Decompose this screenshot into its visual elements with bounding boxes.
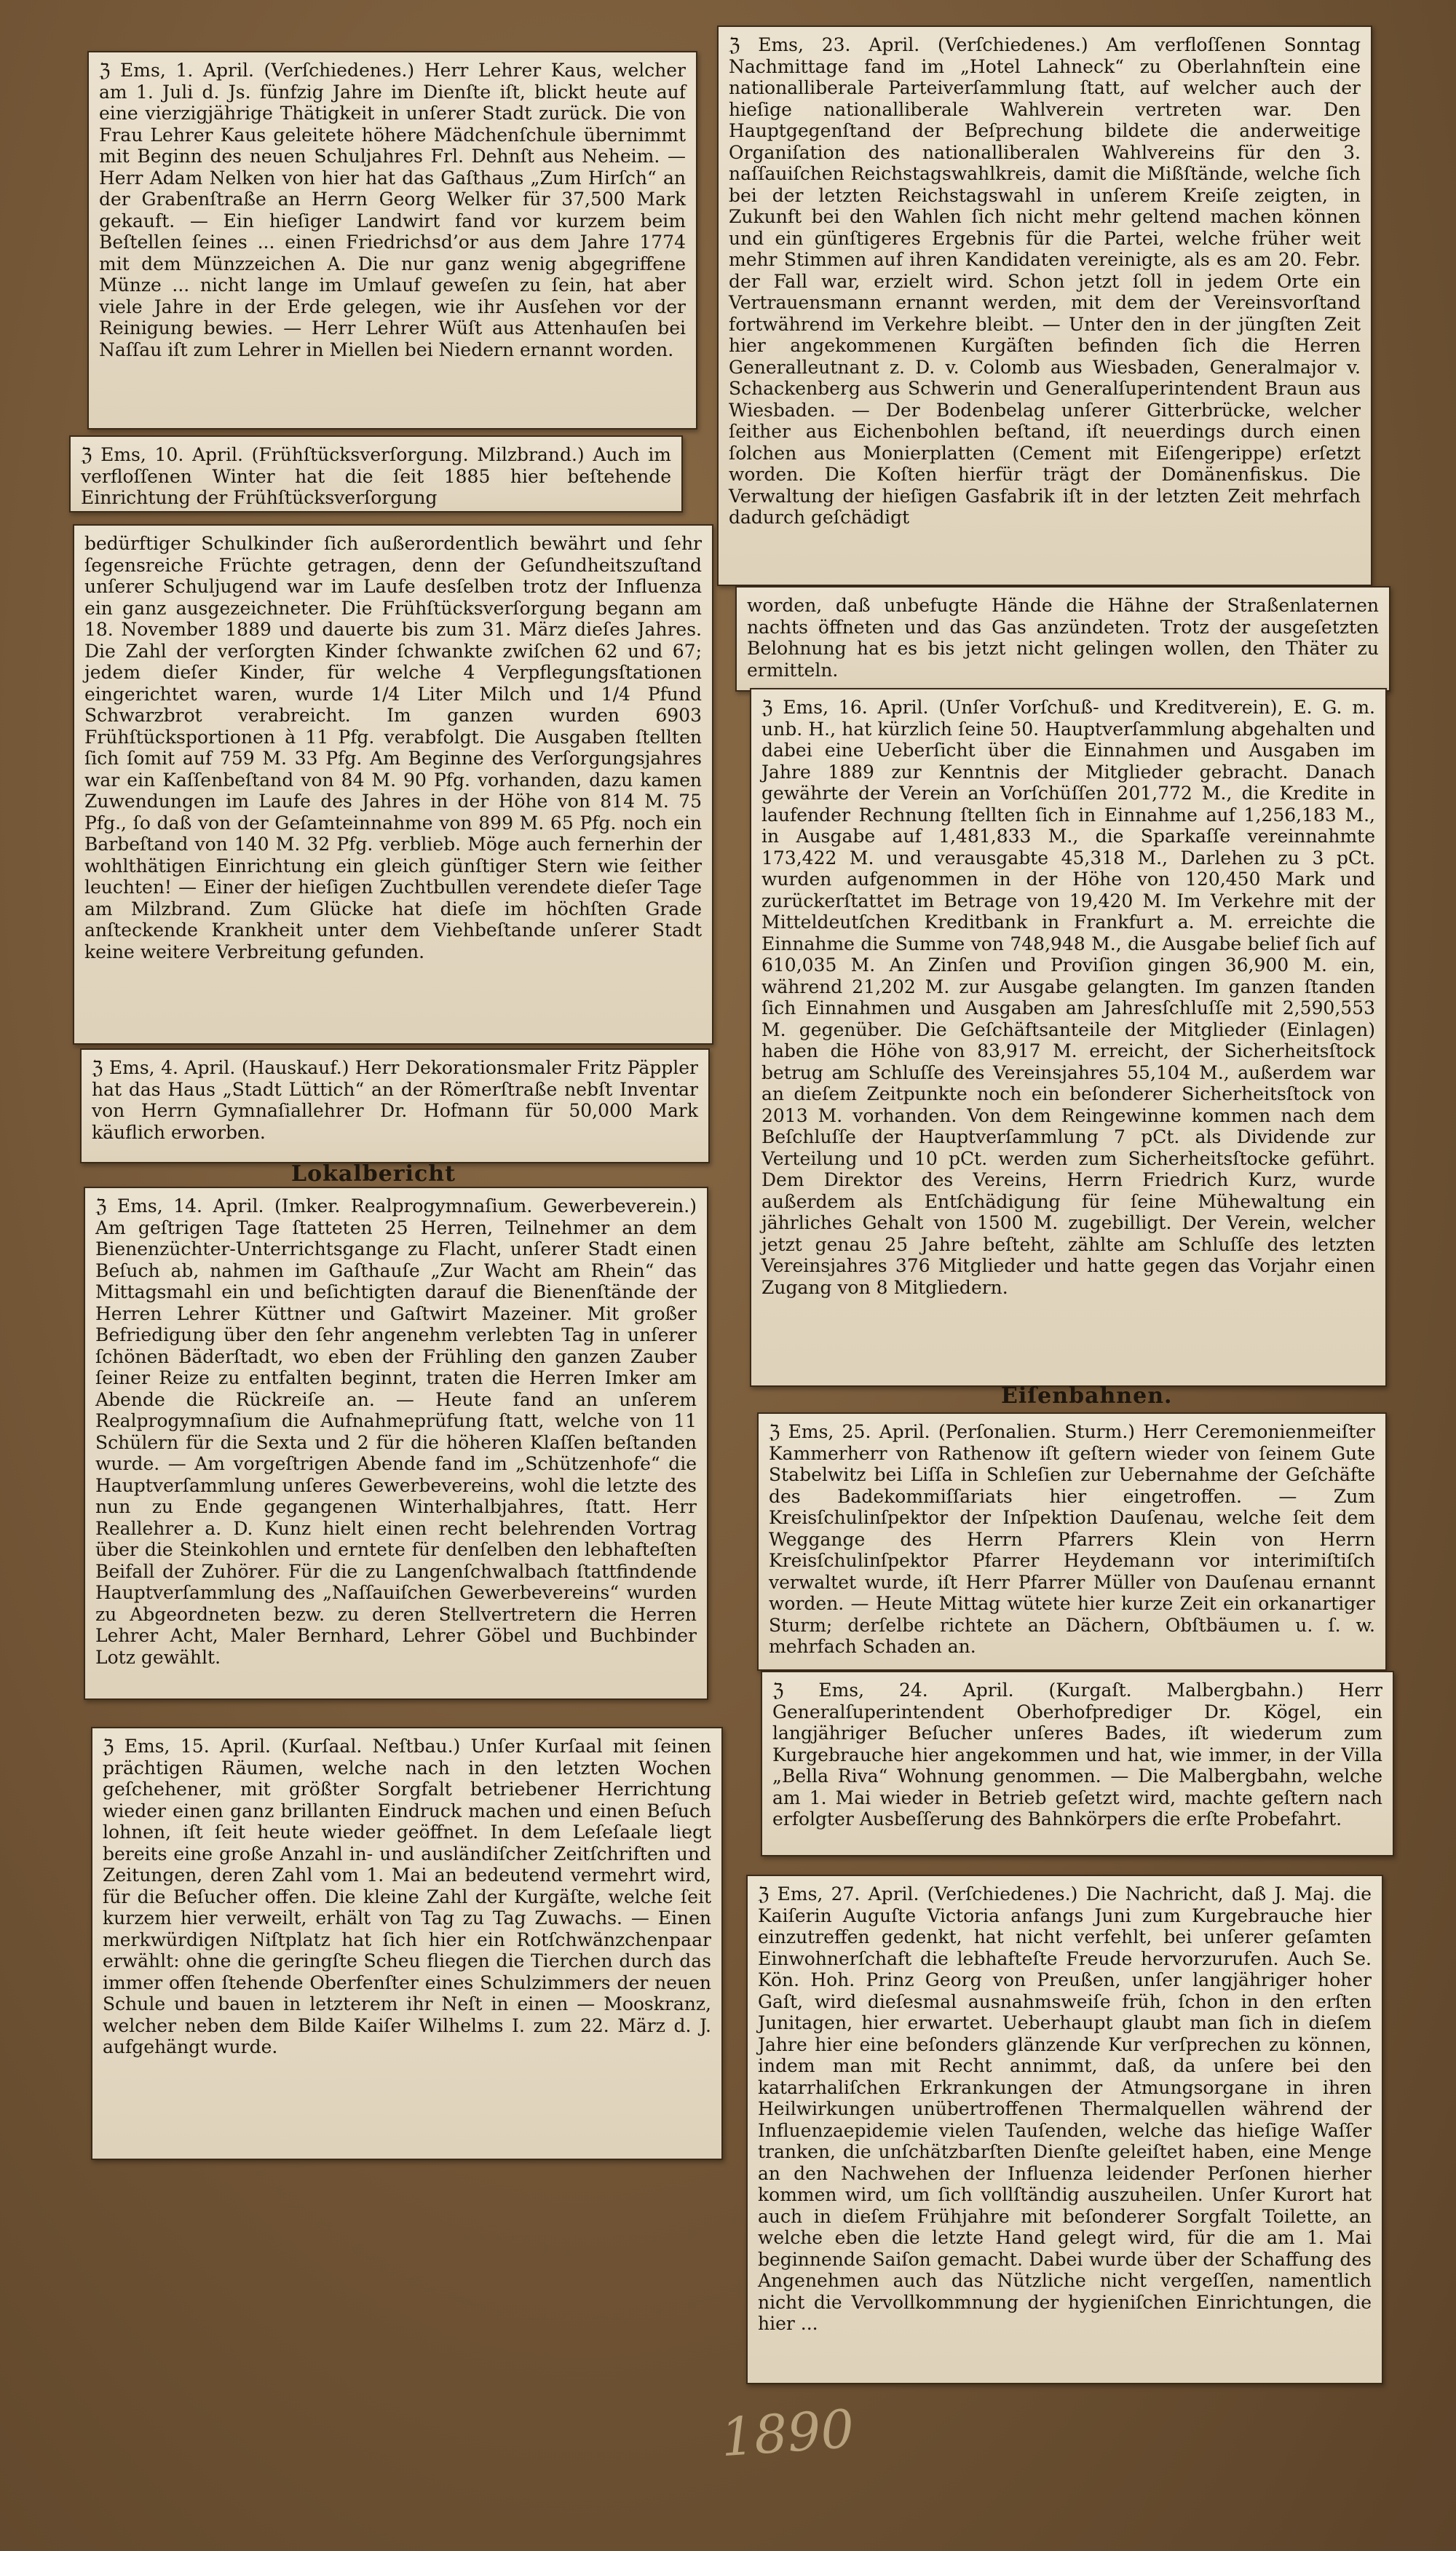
clipping-2 xyxy=(69,435,683,513)
clipping-6 xyxy=(91,1727,723,2160)
clipping-11 xyxy=(761,1671,1394,1856)
clipping-text: ℨ Ems, 16. April. (Unſer Vorſchuß- und Kreditverein), E. G. m. unb. H., hat kürzlich ſeine 50. Hauptverſammlung abgehalten und dabei eine Ueberſicht über die Einnahmen und Ausgaben im Jahre 1889 zur Kenntnis der Mitglieder gebracht. Danach gewährte der Verein an Vorſchüſſen 201,772 M., die Kredite in laufender Rechnung ſtellten ſich in Einnahme auf 1,256,183 M., in Ausgabe auf 1,481,833 M., die Sparkaſſe vereinnahmte 173,422 M. und verausgabte 45,318 M., Darlehen zu 3 pCt. wurden aufgenommen in der Höhe von 120,450 Mark und zurückerſtattet im Betrage von 19,420 M. Im Verkehre mit der Mitteldeutſchen Kreditbank in Frankfurt a. M. erreichte die Einnahme die Summe von 748,948 M., die Ausgabe belief ſich auf 610,035 M. An Zinſen und Proviſion gingen 36,900 M. ein, während 21,202 M. zur Ausgabe gelangten. Im ganzen ſtanden ſich Einnahmen und Ausgaben am Jahresſchluſſe mit 2,590,553 M. gegenüber. Die Geſchäftsanteile der Mitglieder (Einlagen) haben die Höhe von 83,917 M. erreicht, der Sicherheitsſtock betrug am Schluſſe des Vereinsjahres 55,104 M., außerdem war an dieſem Zeitpunkte noch ein beſonderer Sicherheitsſtock von 2013 M. vorhanden. Von dem Reingewinne kommen nach dem Beſchluſſe der Hauptverſammlung 7 pCt. als Dividende zur Verteilung und 10 pCt. werden zum Sicherheitsſtocke geführt. Dem Direktor des Vereins, Herrn Friedrich Kurz, wurde außerdem als Entſchädigung für ſeine Mühewaltung ein jährliches Gehalt von 1500 M. zugebilligt. Der Verein, welcher jetzt genau 25 Jahre beſteht, zählte am Schluſſe des letzten Vereinsjahres 376 Mitglieder und hatte gegen das Vorjahr einen Zugang von 8 Mitgliedern. xyxy=(761,697,1375,1298)
clipping-text: ℨ Ems, 15. April. (Kurſaal. Neſtbau.) Unſer Kurſaal mit ſeinen prächtigen Räumen, welche nach in den letzten Wochen geſchehener, mit größter Sorgfalt betriebener Herrichtung wieder einen ganz brillanten Eindruck machen und einen Beſuch lohnen, iſt ſeit heute wieder geöffnet. In dem Leſeſaale liegt bereits eine große Anzahl in- und ausländiſcher Zeitſchriften und Zeitungen, deren Zahl vom 1. Mai an bedeutend vermehrt wird, für die Beſucher offen. Die kleine Zahl der Kurgäſte, welche ſeit kurzem hier verweilt, erhält von Tag zu Tag Zuwachs. — Einen merkwürdigen Niſtplatz hat ſich hier ein Rotſchwänzchenpaar erwählt: ohne die geringſte Scheu fliegen die Tierchen durch das immer offen ſtehende Oberfenſter eines Schulzimmers der neuen Schule und bauen in letzterem ihr Neſt in einen — Mooskranz, welcher neben dem Bilde Kaiſer Wilhelms I. zum 22. März d. J. aufgehängt wurde. xyxy=(103,1736,711,2057)
clipping-8 xyxy=(735,586,1390,692)
clipping-text: ℨ Ems, 4. April. (Hauskauf.) Herr Dekorationsmaler Fritz Päppler hat das Haus „Stadt Lüttich“ an der Römerſtraße nebſt Inventar von Herrn Gymnaſiallehrer Dr. Hofmann für 50,000 Mark käuflich erworben. xyxy=(92,1057,698,1143)
clipping-12 xyxy=(746,1875,1383,2384)
section-header-eisenbahnen: Eiſenbahnen. xyxy=(1001,1383,1173,1409)
clipping-1 xyxy=(87,51,697,430)
clipping-7 xyxy=(717,25,1372,586)
clipping-5 xyxy=(84,1187,708,1700)
clipping-text: ℨ Ems, 23. April. (Verſchiedenes.) Am verfloſſenen Sonntag Nachmittage fand im „Hotel Lahneck“ zu Oberlahnſtein eine nationalliberale Parteiverſammlung ſtatt, auf welcher auch der hieſige nationalliberale Wahlverein vertreten war. Den Hauptgegenſtand der Beſprechung bildete die anderweitige Organiſation des nationalliberalen Wahlvereins für den 3. naſſauiſchen Reichstagswahlkreis, damit die Mißſtände, welche ſich bei der letzten Reichstagswahl in unſerem Kreiſe zeigten, in Zukunft bei den Wahlen ſich nicht mehr geltend machen können und ein günſtigeres Ergebnis für die Partei, welche früher weit mehr Stimmen auf ihren Kandidaten vereinigte, als es am 20. Febr. der Fall war, erzielt wird. Schon jetzt ſoll in jedem Orte ein Vertrauensmann ernannt werden, mit dem der Vereinsvorſtand fortwährend im Verkehre bleibt. — Unter den in der jüngſten Zeit hier angekommenen Kurgäſten befinden ſich die Herren Generalleutnant z. D. v. Colomb aus Wiesbaden, Generalmajor v. Schackenberg aus Schwerin und Generalſuperintendent Braun aus Wiesbaden. — Der Bodenbelag unſerer Gitterbrücke, welcher ſeither aus Eichenbohlen beſtand, iſt neuerdings durch einen ſolchen aus Monierplatten (Cement mit Eiſengerippe) erſetzt worden. Die Koſten hierfür trägt der Domänenfiskus. Die Verwaltung der hieſigen Gasfabrik iſt in der letzten Zeit mehrfach dadurch geſchädigt xyxy=(729,34,1361,528)
clipping-10 xyxy=(757,1412,1387,1671)
clipping-text: ℨ Ems, 1. April. (Verſchiedenes.) Herr Lehrer Kaus, welcher am 1. Juli d. Js. fünfzig Jahre im Dienſte iſt, blickt heute auf eine vierzigjährige Thätigkeit in unſerer Stadt zurück. Die von Frau Lehrer Kaus geleitete höhere Mädchenſchule übernimmt mit Beginn des neuen Schuljahres Frl. Dehnſt aus Neheim. — Herr Adam Nelken von hier hat das Gaſthaus „Zum Hirſch“ an der Grabenſtraße an Herrn Georg Welker für 37,500 Mark gekauft. — Ein hieſiger Landwirt fand vor kurzem beim Beſtellen ſeines ... einen Friedrichsd’or aus dem Jahre 1774 mit dem Münzzeichen A. Die nur ganz wenig abgegriffene Münze ... nicht lange im Umlauf geweſen zu ſein, hat aber viele Jahre in der Erde gelegen, wie ihr Ausſehen vor der Reinigung bewies. — Herr Lehrer Wüſt aus Attenhauſen bei Naſſau iſt zum Lehrer in Miellen bei Niedern ernannt worden. xyxy=(99,60,686,360)
clipping-text: ℨ Ems, 27. April. (Verſchiedenes.) Die Nachricht, daß J. Maj. die Kaiſerin Auguſte Victoria anfangs Juni zum Kurgebrauche hier einzutreffen gedenkt, hat nicht verfehlt, bei unſerer geſamten Einwohnerſchaft die lebhafteſte Freude hervorzurufen. Auch Se. Kön. Hoh. Prinz Georg von Preußen, unſer langjähriger hoher Gaſt, wird dieſesmal ausnahmsweiſe früh, ſchon in den erſten Junitagen, hier erwartet. Ueberhaupt glaubt man ſich in dieſem Jahre hier eine beſonders glänzende Kur verſprechen zu können, indem man mit Recht annimmt, daß, da unſere bei den katarrhaliſchen Erkrankungen der Atmungsorgane in ihren Heilwirkungen unübertroffenen Thermalquellen während der Influenzaepidemie vielen Tauſenden, welche das hieſige Waſſer tranken, die unſchätzbarſten Dienſte geleiſtet haben, eine Menge an den Nachwehen der Influenza leidender Perſonen hierher kommen wird, um ſich vollſtändig auszuheilen. Unſer Kurort hat auch in dieſem Frühjahre mit beſonderer Sorgfalt Toilette, an welche eben die letzte Hand gelegt wird, für die am 1. Mai beginnende Saiſon gemacht. Dabei wurde über der Schaffung des Angenehmen auch das Nützliche nicht vergeſſen, namentlich nicht die Vervollkommnung der hygieniſchen Einrichtungen, die hier ... xyxy=(758,1883,1372,2334)
clipping-text: ℨ Ems, 25. April. (Perſonalien. Sturm.) Herr Ceremonienmeiſter Kammerherr von Rathenow iſt geſtern wieder von ſeinem Gute Stabelwitz bei Liſſa in Schleſien zur Uebernahme der Geſchäfte des Badekommiſſariats hier eingetroffen. — Zum Kreisſchulinſpektor der Inſpektion Dauſenau, welche ſeit dem Weggange des Herrn Pfarrers Klein von Herrn Kreisſchulinſpektor Pfarrer Heydemann vor interimiſtiſch verwaltet wurde, iſt Herr Pfarrer Müller von Dauſenau ernannt worden. — Heute Mittag wütete hier kurze Zeit ein orkanartiger Sturm; derſelbe richtete an Dächern, Obſtbäumen u. ſ. w. mehrfach Schaden an. xyxy=(769,1421,1375,1657)
clipping-text: ℨ Ems, 24. April. (Kurgaſt. Malbergbahn.) Herr Generalſuperintendent Oberhofprediger Dr. Kögel, ein langjähriger Beſucher unſeres Bades, iſt wiederum zum Kurgebrauche hier angekommen und hat, wie immer, in der Villa „Bella Riva“ Wohnung genommen. — Die Malbergbahn, welche am 1. Mai wieder in Betrieb geſetzt wird, machte geſtern nach erfolgter Ausbeſſerung des Bahnkörpers die erſte Probefahrt. xyxy=(772,1680,1382,1830)
clipping-text: ℨ Ems, 10. April. (Frühſtücksverſorgung. Milzbrand.) Auch im verfloſſenen Winter hat die ſeit 1885 hier beſtehende Einrichtung der Frühſtücksverſorgung xyxy=(81,444,671,508)
clipping-text: bedürftiger Schulkinder ſich außerordentlich bewährt und ſehr ſegensreiche Früchte getragen, denn der Geſundheitszuſtand unſerer Schuljugend war im Laufe desſelben trotz der Influenza ein ganz ausgezeichneter. Die Frühſtücksverſorgung begann am 18. November 1889 und dauerte bis zum 31. März dieſes Jahres. Die Zahl der verſorgten Kinder ſchwankte zwiſchen 62 und 67; jedem dieſer Kinder, für welche 4 Verpflegungsſtationen eingerichtet waren, wurde 1/4 Liter Milch und 1/4 Pfund Schwarzbrot verabreicht. Im ganzen wurden 6903 Frühſtücksportionen à 11 Pfg. verabfolgt. Die Ausgaben ſtellten ſich ſomit auf 759 M. 33 Pfg. Am Beginne des Verſorgungsjahres war ein Kaſſenbeſtand von 84 M. 90 Pfg. vorhanden, dazu kamen Zuwendungen im Laufe des Jahres in der Höhe von 814 M. 75 Pfg., ſo daß von der Geſamteinnahme von 899 M. 65 Pfg. noch ein Barbeſtand von 140 M. 32 Pfg. verblieb. Möge auch fernerhin der wohlthätigen Einrichtung ein gleich günſtiger Stern wie ſeither leuchten! — Einer der hieſigen Zuchtbullen verendete dieſer Tage am Milzbrand. Zum Glücke hat dieſe im höchſten Grade anſteckende Krankheit unter dem Viehbeſtande unſerer Stadt keine weitere Verbreitung gefunden. xyxy=(84,533,702,962)
handwritten-year-note: 1890 xyxy=(719,2397,856,2469)
clipping-4 xyxy=(80,1048,710,1163)
clipping-text: worden, daß unbefugte Hände die Hähne der Straßenlaternen nachts öffneten und das Gas anzündeten. Trotz der ausgeſetzten Belohnung hat es bis jetzt nicht gelingen wollen, den Thäter zu ermitteln. xyxy=(747,595,1379,681)
clipping-3 xyxy=(73,524,713,1045)
clipping-text: ℨ Ems, 14. April. (Imker. Realprogymnaſium. Gewerbeverein.) Am geſtrigen Tage ſtatteten 25 Herren, Teilnehmer an dem Bienenzüchter-Unterrichtsgange zu Flacht, unſerer Stadt einen Beſuch ab, nahmen im Gaſthauſe „Zur Wacht am Rhein“ das Mittagsmahl ein und beſichtigten darauf die Bienenſtände der Herren Lehrer Küttner und Gaſtwirt Mazeiner. Mit großer Befriedigung über den ſehr angenehm verlebten Tag in unſerer ſchönen Bäderſtadt, wo eben der Frühling den ganzen Zauber ſeiner Reize zu entfalten beginnt, traten die Herren Imker am Abende die Rückreiſe an. — Heute fand an unſerem Realprogymnaſium die Aufnahmeprüfung ſtatt, welche von 11 Schülern für die Sexta und 2 für die höheren Klaſſen beſtanden wurde. — Am vorgeſtrigen Abende fand im „Schützenhofe“ die Hauptverſammlung unſeres Gewerbevereins, wohl die letzte des nun zu Ende gegangenen Winterhalbjahres, ſtatt. Herr Reallehrer a. D. Kunz hielt einen recht belehrenden Vortrag über die Steinkohlen und erntete für denſelben den lebhafteſten Beifall der Zuhörer. Für die zu Langenſchwalbach ſtattfindende Hauptverſammlung des „Naſſauiſchen Gewerbevereins“ wurden zu Abgeordneten bezw. zu deren Stellvertretern die Herren Lehrer Acht, Maler Bernhard, Lehrer Göbel und Buchbinder Lotz gewählt. xyxy=(95,1195,697,1668)
clipping-9 xyxy=(750,688,1387,1387)
section-header-lokalbericht: Lokalbericht xyxy=(291,1161,456,1187)
